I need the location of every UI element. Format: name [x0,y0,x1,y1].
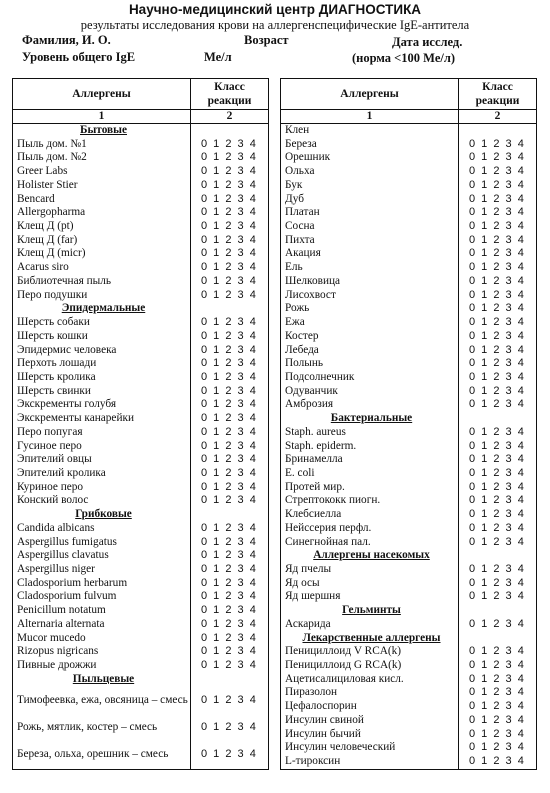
section-heading-row [13,508,269,522]
reaction-class-scale: 0 1 2 3 4 [469,137,526,150]
allergen-row [281,138,537,152]
section-heading: Аллергены насекомых [281,549,459,563]
reaction-class-scale: 0 1 2 3 4 [469,521,526,534]
reaction-class-scale: 0 1 2 3 4 [201,398,258,411]
section-heading: Гельминты [281,604,459,618]
reaction-class-scale: 0 1 2 3 4 [469,590,526,603]
reaction-class-scale: 0 1 2 3 4 [469,233,526,246]
allergen-name: Гусиное перо [13,440,191,454]
section-heading: Лекарственные аллергены [281,632,459,646]
document-subtitle: результаты исследования крови на аллергенспецифические IgE-антитела [80,18,470,32]
allergen-name: Пенициллоид V RCA(k) [281,645,459,659]
reaction-class-scale: 0 1 2 3 4 [469,713,526,726]
reaction-class-scale: 0 1 2 3 4 [201,563,258,575]
section-heading: Бактериальные [281,412,459,426]
allergen-row [13,220,269,234]
reaction-class-scale: 0 1 2 3 4 [201,137,258,150]
reaction-class-scale: 0 1 2 3 4 [469,439,526,452]
allergen-row [13,398,269,412]
allergen-row [281,179,537,193]
allergen-row [281,357,537,371]
allergen-name: Aspergillus clavatus [13,549,191,563]
allergen-name: Penicillum notatum [13,604,191,618]
reaction-class-scale: 0 1 2 3 4 [201,659,258,672]
reaction-class-scale: 0 1 2 3 4 [469,466,526,479]
allergen-name: Бук [281,179,459,193]
allergen-name: Сосна [281,220,459,234]
total-ige-norm: (норма <100 Ме/л) [352,51,456,65]
reaction-class-scale: 0 1 2 3 4 [201,521,258,534]
allergen-row [281,453,537,467]
allergen-table-right [280,78,537,770]
reaction-class-scale: 0 1 2 3 4 [469,494,526,507]
patient-name-label: Фамилия, И. О. [22,33,111,47]
allergen-row [13,632,269,646]
allergen-name: Экскременты голубя [13,398,191,412]
allergen-row [281,426,537,440]
allergen-name: Ежа [281,316,459,330]
allergen-row [13,440,269,454]
allergen-row [13,371,269,385]
reaction-class-scale: 0 1 2 3 4 [469,480,526,493]
reaction-class-scale: 0 1 2 3 4 [201,439,258,452]
allergen-row [281,481,537,495]
allergen-row [281,275,537,289]
allergen-name: Яд шершня [281,590,459,604]
allergen-name: Акация [281,247,459,261]
allergen-name: Эпидермис человека [13,344,191,358]
allergen-row [13,536,269,550]
reaction-class-scale: 0 1 2 3 4 [469,192,526,205]
allergen-row [281,673,537,687]
allergen-row [13,549,269,563]
section-heading-row [281,604,537,618]
allergen-row [281,590,537,604]
reaction-class-scale: 0 1 2 3 4 [201,617,258,630]
reaction-class-scale: 0 1 2 3 4 [201,748,258,761]
allergen-name: L-тироксин [281,755,459,769]
reaction-class-scale: 0 1 2 3 4 [201,370,258,383]
allergen-name: Амброзия [281,398,459,412]
allergen-row [281,467,537,481]
allergen-row [281,206,537,220]
reaction-class-scale: 0 1 2 3 4 [201,412,258,425]
allergen-row [281,234,537,248]
allergen-name: Протей мир. [281,481,459,495]
allergen-name: Перо подушки [13,289,191,303]
allergen-name: Пивные дрожжи [13,659,191,673]
reaction-class-scale: 0 1 2 3 4 [469,151,526,164]
allergen-row [13,604,269,618]
age-label: Возраст [244,33,289,47]
allergen-row [281,563,537,577]
allergen-name: Шерсть свинки [13,385,191,399]
reaction-class-scale [459,632,537,646]
allergen-name: Staph. aureus [281,426,459,440]
reaction-class-scale: 0 1 2 3 4 [201,192,258,205]
allergen-row [13,645,269,659]
reaction-class-scale: 0 1 2 3 4 [201,220,258,233]
allergen-row [281,398,537,412]
allergen-name: Библиотечная пыль [13,275,191,289]
allergen-name: Лисохвост [281,289,459,303]
allergen-row [13,453,269,467]
allergen-row [13,138,269,152]
reaction-class-scale: 0 1 2 3 4 [201,288,258,301]
reaction-class-scale: 0 1 2 3 4 [469,563,526,575]
allergen-row [13,714,269,741]
column-header-class: Класс реакции [191,79,269,110]
allergen-name: Candida albicans [13,522,191,536]
section-heading-row [281,632,537,646]
reaction-class-scale: 0 1 2 3 4 [469,357,526,370]
reaction-class-scale: 0 1 2 3 4 [469,370,526,383]
allergen-name: Аскарида [281,618,459,632]
allergen-row [281,385,537,399]
reaction-class-scale: 0 1 2 3 4 [201,384,258,397]
allergen-row [281,536,537,550]
allergen-row [13,151,269,165]
reaction-class-scale: 0 1 2 3 4 [201,494,258,507]
allergen-row [13,165,269,179]
allergen-row [13,193,269,207]
allergen-name: Aspergillus niger [13,563,191,577]
reaction-class-scale: 0 1 2 3 4 [469,645,526,658]
allergen-name: Клебсиелла [281,508,459,522]
reaction-class-scale: 0 1 2 3 4 [469,576,526,589]
allergen-name: Bencard [13,193,191,207]
section-heading: Бытовые [13,124,191,138]
allergen-name: Одуванчик [281,385,459,399]
exam-date-label: Дата исслед. [392,35,463,49]
allergen-row [13,344,269,358]
allergen-name: Полынь [281,357,459,371]
document-title: Научно-медицинский центр ДИАГНОСТИКА [128,2,422,17]
allergen-row [281,728,537,742]
allergen-name: Перхоть лошади [13,357,191,371]
allergen-row [281,494,537,508]
reaction-class-scale: 0 1 2 3 4 [201,604,258,617]
reaction-class-scale: 0 1 2 3 4 [469,659,526,672]
reaction-class-scale [191,508,269,522]
allergen-name: E. coli [281,467,459,481]
allergen-row [13,357,269,371]
allergen-name: Конский волос [13,494,191,508]
allergen-row [281,714,537,728]
column-header-allergens: Аллергены [13,79,191,110]
column-number-1: 1 [13,110,191,124]
allergen-row [281,741,537,755]
allergen-row [13,316,269,330]
allergen-row [13,618,269,632]
allergen-row [281,755,537,769]
allergen-row [13,385,269,399]
allergen-row [281,686,537,700]
reaction-class-scale: 0 1 2 3 4 [201,480,258,493]
allergen-name: Шерсть кролика [13,371,191,385]
allergen-name: Инсулин бычий [281,728,459,742]
reaction-class-scale: 0 1 2 3 4 [201,453,258,466]
column-number-2: 2 [191,110,269,124]
allergen-name: Стрептококк пиогн. [281,494,459,508]
reaction-class-scale [459,549,537,563]
column-header-allergens: Аллергены [281,79,459,110]
reaction-class-scale: 0 1 2 3 4 [469,672,526,685]
allergen-name: Cladosporium fulvum [13,590,191,604]
allergen-name: Пиразолон [281,686,459,700]
allergen-name: Staph. epiderm. [281,440,459,454]
allergen-row [281,618,537,632]
reaction-class-scale: 0 1 2 3 4 [201,425,258,438]
allergen-row [13,261,269,275]
reaction-class-scale: 0 1 2 3 4 [469,741,526,754]
allergen-name: Cladosporium herbarum [13,577,191,591]
column-number-1: 1 [281,110,459,124]
allergen-name: Нейссерия перфл. [281,522,459,536]
allergen-row [281,330,537,344]
reaction-class-scale [459,412,537,426]
reaction-class-scale: 0 1 2 3 4 [201,233,258,246]
total-ige-unit: Ме/л [204,50,232,64]
allergen-row [281,440,537,454]
reaction-class-scale: 0 1 2 3 4 [469,274,526,287]
column-header-class: Класс реакции [459,79,537,110]
allergen-name: Экскременты канарейки [13,412,191,426]
allergen-name: Allergopharma [13,206,191,220]
allergen-name: Шерсть собаки [13,316,191,330]
allergen-row [13,467,269,481]
allergen-name: Инсулин человеческий [281,741,459,755]
section-heading-row [281,412,537,426]
allergen-row [13,481,269,495]
reaction-class-scale: 0 1 2 3 4 [469,700,526,713]
allergen-row [281,371,537,385]
allergen-name: Клен [281,124,459,138]
reaction-class-scale: 0 1 2 3 4 [469,343,526,356]
reaction-class-scale: 0 1 2 3 4 [201,151,258,164]
allergen-name: Костер [281,330,459,344]
allergen-name: Тимофеевка, ежа, овсяница – смесь [13,686,191,713]
allergen-name: Рожь, мятлик, костер – смесь [13,714,191,741]
section-heading: Пыльцевые [13,673,191,687]
allergen-row [13,275,269,289]
allergen-name: Rizopus nigricans [13,645,191,659]
reaction-class-scale: 0 1 2 3 4 [469,178,526,191]
reaction-class-scale: 0 1 2 3 4 [201,549,258,562]
allergen-name: Береза [281,138,459,152]
allergen-row [281,700,537,714]
allergen-row [281,220,537,234]
reaction-class-scale: 0 1 2 3 4 [201,721,258,734]
allergen-row [13,330,269,344]
allergen-row [13,741,269,769]
reaction-class-scale [191,124,269,138]
allergen-name: Инсулин свиной [281,714,459,728]
allergen-name: Mucor mucedo [13,632,191,646]
allergen-name: Подсолнечник [281,371,459,385]
reaction-class-scale: 0 1 2 3 4 [469,316,526,329]
reaction-class-scale: 0 1 2 3 4 [469,453,526,466]
reaction-class-scale: 0 1 2 3 4 [201,576,258,589]
reaction-class-scale: 0 1 2 3 4 [469,206,526,219]
allergen-name: Дуб [281,193,459,207]
allergen-row [13,590,269,604]
allergen-row [281,577,537,591]
allergen-name: Aspergillus fumigatus [13,536,191,550]
allergen-row [13,426,269,440]
allergen-name: Пыль дом. №2 [13,151,191,165]
column-number-2: 2 [459,110,537,124]
reaction-class-scale: 0 1 2 3 4 [469,288,526,301]
allergen-row [13,563,269,577]
reaction-class-scale: 0 1 2 3 4 [469,398,526,411]
reaction-class-scale [191,673,269,687]
reaction-class-scale: 0 1 2 3 4 [201,693,258,706]
allergen-row [281,261,537,275]
reaction-class-scale: 0 1 2 3 4 [201,165,258,178]
allergen-row [13,206,269,220]
allergen-row [281,247,537,261]
allergen-row [13,522,269,536]
allergen-row [281,302,537,316]
reaction-class-scale: 0 1 2 3 4 [201,316,258,329]
allergen-row [281,344,537,358]
reaction-class-scale: 0 1 2 3 4 [201,590,258,603]
allergen-name: Пихта [281,234,459,248]
allergen-row [13,659,269,673]
reaction-class-scale: 0 1 2 3 4 [201,631,258,644]
allergen-name: Бринамелла [281,453,459,467]
reaction-class-scale: 0 1 2 3 4 [469,727,526,740]
allergen-row [281,316,537,330]
allergen-name: Цефалоспорин [281,700,459,714]
allergen-name: Пенициллоид G RCA(k) [281,659,459,673]
total-ige-label: Уровень общего IgE [22,50,136,64]
reaction-class-scale: 0 1 2 3 4 [469,302,526,315]
allergen-name: Яд осы [281,577,459,591]
reaction-class-scale: 0 1 2 3 4 [469,329,526,342]
reaction-class-scale: 0 1 2 3 4 [201,645,258,658]
reaction-class-scale: 0 1 2 3 4 [469,261,526,274]
reaction-class-scale [459,124,537,138]
reaction-class-scale: 0 1 2 3 4 [469,508,526,521]
allergen-name: Перо попугая [13,426,191,440]
allergen-table-left [12,78,269,770]
reaction-class-scale: 0 1 2 3 4 [201,274,258,287]
reaction-class-scale: 0 1 2 3 4 [201,343,258,356]
section-heading-row [13,302,269,316]
allergen-row [281,124,537,138]
allergen-row [281,193,537,207]
allergen-row [13,289,269,303]
allergen-row [281,645,537,659]
allergen-row [281,165,537,179]
reaction-class-scale [191,302,269,316]
reaction-class-scale: 0 1 2 3 4 [201,357,258,370]
allergen-name: Эпителий овцы [13,453,191,467]
reaction-class-scale: 0 1 2 3 4 [469,165,526,178]
reaction-class-scale: 0 1 2 3 4 [469,617,526,630]
allergen-row [13,686,269,713]
allergen-name: Эпителий кролика [13,467,191,481]
reaction-class-scale: 0 1 2 3 4 [469,384,526,397]
reaction-class-scale [459,604,537,618]
allergen-name: Шелковица [281,275,459,289]
allergen-row [13,247,269,261]
reaction-class-scale: 0 1 2 3 4 [469,425,526,438]
reaction-class-scale: 0 1 2 3 4 [201,206,258,219]
allergen-row [281,522,537,536]
allergen-row [281,508,537,522]
allergen-row [281,289,537,303]
allergen-name: Ольха [281,165,459,179]
allergen-name: Синегнойная пал. [281,536,459,550]
section-heading-row [281,549,537,563]
allergen-name: Acarus siro [13,261,191,275]
reaction-class-scale: 0 1 2 3 4 [201,466,258,479]
reaction-class-scale: 0 1 2 3 4 [469,247,526,260]
allergen-row [13,412,269,426]
allergen-name: Яд пчелы [281,563,459,577]
allergen-name: Ель [281,261,459,275]
reaction-class-scale: 0 1 2 3 4 [201,247,258,260]
allergen-name: Ацетисалициловая кисл. [281,673,459,687]
allergen-name: Куриное перо [13,481,191,495]
allergen-name: Пыль дом. №1 [13,138,191,152]
allergen-row [281,659,537,673]
allergen-name: Greer Labs [13,165,191,179]
allergen-name: Орешник [281,151,459,165]
allergen-name: Holister Stier [13,179,191,193]
section-heading-row [13,673,269,687]
allergen-name: Клещ Д (pt) [13,220,191,234]
allergen-row [13,179,269,193]
allergen-name: Лебеда [281,344,459,358]
allergen-name: Платан [281,206,459,220]
reaction-class-scale: 0 1 2 3 4 [469,686,526,699]
reaction-class-scale: 0 1 2 3 4 [469,220,526,233]
allergen-row [13,234,269,248]
allergen-name: Береза, ольха, орешник – смесь [13,741,191,769]
reaction-class-scale: 0 1 2 3 4 [201,329,258,342]
section-heading-row [13,124,269,138]
reaction-class-scale: 0 1 2 3 4 [201,178,258,191]
allergen-row [13,494,269,508]
reaction-class-scale: 0 1 2 3 4 [201,261,258,274]
allergen-name: Шерсть кошки [13,330,191,344]
section-heading: Эпидермальные [13,302,191,316]
allergen-row [281,151,537,165]
reaction-class-scale: 0 1 2 3 4 [469,535,526,548]
allergen-name: Рожь [281,302,459,316]
allergen-row [13,577,269,591]
section-heading: Грибковые [13,508,191,522]
reaction-class-scale: 0 1 2 3 4 [469,755,526,768]
allergen-name: Alternaria alternata [13,618,191,632]
allergen-name: Клещ Д (far) [13,234,191,248]
allergen-name: Клещ Д (micr) [13,247,191,261]
reaction-class-scale: 0 1 2 3 4 [201,535,258,548]
